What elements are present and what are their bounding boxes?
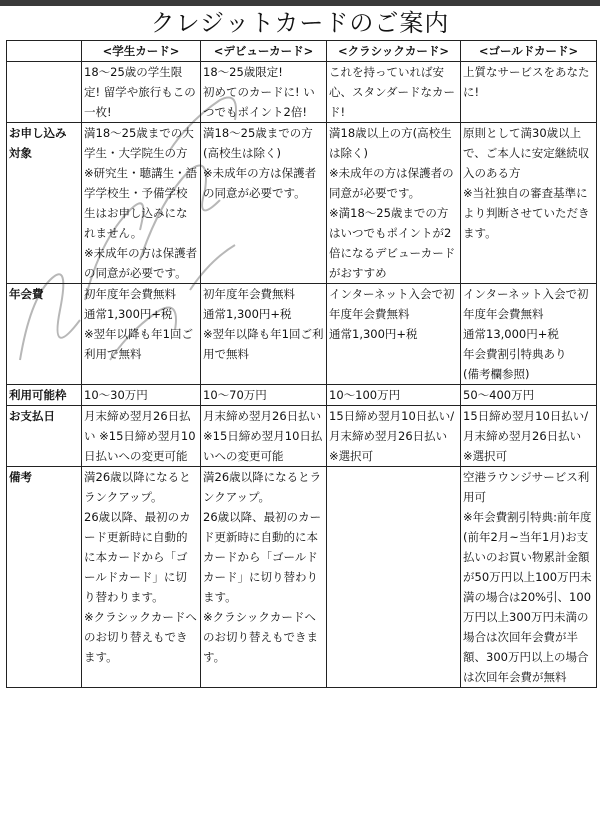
payment-date-classic: 15日締め翌月10日払い/月末締め翌月26日払い ※選択可 [327, 406, 461, 467]
payment-date-debut: 月末締め翌月26日払い ※15日締め翌月10日払いへの変更可能 [201, 406, 327, 467]
annual-fee-row [7, 284, 597, 385]
intro-blank [7, 62, 82, 123]
notes-label: 備考 [7, 467, 82, 688]
header-row [7, 41, 597, 62]
notes-classic [327, 467, 461, 688]
notes-row [7, 467, 597, 688]
notes-student: 満26歳以降になるとランクアップ。 26歳以降、最初のカード更新時に自動的に本カードから「ゴールドカード」に切り替わります。 ※クラシックカードへのお切り替えもできます。 [82, 467, 201, 688]
intro-gold: 上質なサービスをあなたに! [461, 62, 597, 123]
eligibility-student: 満18～25歳までの大学生・大学院生の方 ※研究生・聴講生・語学学校生・予備学校生はお申し込みになれません。 ※未成年の方は保護者の同意が必要です。 [82, 123, 201, 284]
payment-date-row [7, 406, 597, 467]
credit-limit-label: 利用可能枠 [7, 385, 82, 406]
header-gold-card: <ゴールドカード> [461, 41, 597, 62]
intro-row [7, 62, 597, 123]
annual-fee-label: 年会費 [7, 284, 82, 385]
header-classic-card: <クラシックカード> [327, 41, 461, 62]
credit-limit-debut: 10～70万円 [201, 385, 327, 406]
header-debut-card: <デビューカード> [201, 41, 327, 62]
annual-fee-debut: 初年度年会費無料 通常1,300円+税 ※翌年以降も年1回ご利用で無料 [201, 284, 327, 385]
notes-debut: 満26歳以降になるとランクアップ。 26歳以降、最初のカード更新時に自動的に本カードから「ゴールドカード」に切り替わります。 ※クラシックカードへのお切り替えもできます。 [201, 467, 327, 688]
eligibility-debut: 満18～25歳までの方(高校生は除く) ※未成年の方は保護者の同意が必要です。 [201, 123, 327, 284]
payment-date-student: 月末締め翌月26日払い ※15日締め翌月10日払いへの変更可能 [82, 406, 201, 467]
credit-limit-classic: 10～100万円 [327, 385, 461, 406]
eligibility-label: お申し込み 対象 [7, 123, 82, 284]
credit-limit-student: 10～30万円 [82, 385, 201, 406]
header-student-card: <学生カード> [82, 41, 201, 62]
intro-classic: これを持っていれば安心、スタンダードなカード! [327, 62, 461, 123]
eligibility-gold: 原則として満30歳以上で、ご本人に安定継続収入のある方 ※当社独自の審査基準により判断させていただきます。 [461, 123, 597, 284]
annual-fee-gold: インターネット入会で初年度年会費無料 通常13,000円+税 年会費割引特典あり (備考欄参照) [461, 284, 597, 385]
notes-gold: 空港ラウンジサービス利用可 ※年会費割引特典:前年度(前年2月~当年1月)お支払いのお買い物累計金額が50万円以上100万円未満の場合は20%引、100万円以上300万円未満の場合は次回年会費が半額、300万円以上の場合は次回年会費が無料 [461, 467, 597, 688]
intro-debut: 18～25歳限定! 初めてのカードに! いつでもポイント2倍! [201, 62, 327, 123]
annual-fee-student: 初年度年会費無料 通常1,300円+税 ※翌年以降も年1回ご利用で無料 [82, 284, 201, 385]
card-comparison-table [6, 40, 597, 688]
eligibility-row [7, 123, 597, 284]
credit-limit-gold: 50～400万円 [461, 385, 597, 406]
page-title: クレジットカードのご案内 [150, 9, 450, 37]
payment-date-label: お支払日 [7, 406, 82, 467]
annual-fee-classic: インターネット入会で初年度年会費無料 通常1,300円+税 [327, 284, 461, 385]
credit-limit-row [7, 385, 597, 406]
intro-student: 18～25歳の学生限定! 留学や旅行もこの一枚! [82, 62, 201, 123]
eligibility-classic: 満18歳以上の方(高校生は除く) ※未成年の方は保護者の同意が必要です。 ※満18～25歳までの方はいつでもポイントが2倍になるデビューカードがおすすめ [327, 123, 461, 284]
payment-date-gold: 15日締め翌月10日払い/月末締め翌月26日払い ※選択可 [461, 406, 597, 467]
header-blank [7, 41, 82, 62]
